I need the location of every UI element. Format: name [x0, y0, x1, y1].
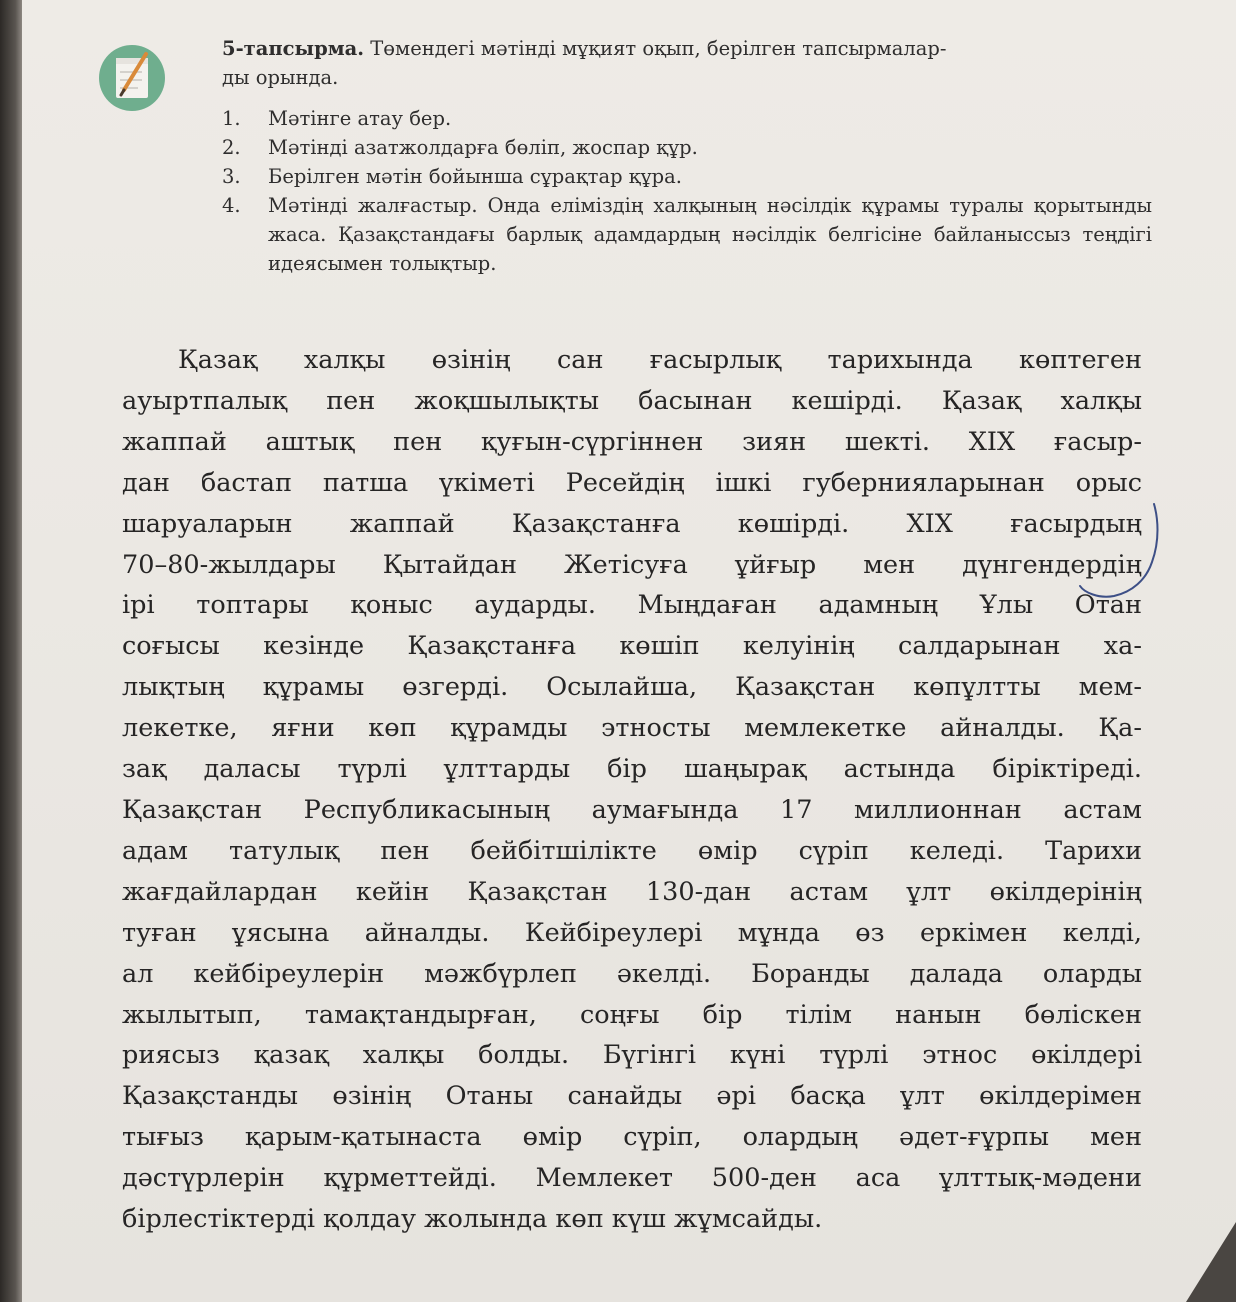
passage-line: туған ұясына айналды. Кейбіреулері мұнда өз еркімен келді, [122, 917, 1142, 948]
passage-line: жылытып, тамақтандырған, соңғы бір тілім нанын бөліскен [122, 999, 1142, 1030]
task-number: 5-тапсырма. [222, 37, 365, 60]
passage-line: лекетке, яғни көп құрамды этносты мемлекетке айналды. Қа- [122, 713, 1142, 744]
task-item-number: 3. [222, 165, 241, 188]
task-item [222, 162, 1152, 191]
task-item-number: 4. [222, 194, 241, 217]
page-edge-shadow [0, 0, 22, 1302]
task-instruction: Төмендегі мәтінді мұқият оқып, берілген тапсырмалар- [370, 37, 947, 60]
task-item [222, 133, 1152, 162]
passage-line: адам татулық пен бейбітшілікте өмір сүріп келеді. Тарихи [122, 835, 1142, 866]
task-item-number: 1. [222, 107, 241, 130]
page-corner-shadow [1176, 1222, 1236, 1302]
writing-task-icon [98, 28, 166, 114]
reading-passage [122, 340, 1142, 1240]
task-item [222, 191, 1152, 278]
task-item [222, 104, 1152, 133]
passage-line: шаруаларын жаппай Қазақстанға көшірді. XIX ғасырдың [122, 508, 1142, 539]
task-item-text: Мәтінге атау бер. [268, 107, 452, 130]
passage-line: зақ даласы түрлі ұлттарды бір шаңырақ астында біріктіреді. [122, 754, 1142, 785]
passage-line: тығыз қарым-қатынаста өмір сүріп, олардың әдет-ғұрпы мен [122, 1122, 1142, 1153]
passage-line: ірі топтары қоныс аударды. Мыңдаған адамның Ұлы Отан [122, 590, 1142, 621]
task-header [222, 34, 1152, 92]
passage-line: жаппай аштық пен қуғын-сүргіннен зиян шекті. XIX ғасыр- [122, 426, 1142, 457]
task-item-text: Берілген мәтін бойынша сұрақтар құра. [268, 165, 682, 188]
passage-line: ауыртпалық пен жоқшылықты басынан кешірді. Қазақ халқы [122, 385, 1142, 416]
passage-line: соғысы кезінде Қазақстанға көшіп келуінің салдарынан ха- [122, 631, 1142, 662]
textbook-page [22, 0, 1236, 1302]
passage-line: дәстүрлерін құрметтейді. Мемлекет 500-ден аса ұлттық-мәдени [122, 1163, 1142, 1194]
passage-line: риясыз қазақ халқы болды. Бүгінгі күні түрлі этнос өкілдері [122, 1040, 1142, 1071]
passage-line: дан бастап патша үкіметі Ресейдің ішкі губернияларынан орыс [122, 467, 1142, 498]
passage-line: жағдайлардан кейін Қазақстан 130-дан астам ұлт өкілдерінің [122, 876, 1142, 907]
pen-underline-mark [1062, 500, 1182, 610]
task-item-text: Мәтінді жалғастыр. Онда еліміздің халқының нәсілдік құрамы туралы қорытынды жаса. Қазақстандағы барлық адамдардың нәсілдік белгісіне байланыссыз теңдігі идеясымен толықтыр. [268, 194, 1152, 275]
task-instruction-cont: ды орында. [222, 66, 339, 89]
task-item-number: 2. [222, 136, 241, 159]
passage-line: 70–80-жылдары Қытайдан Жетісуға ұйғыр мен дүнгендердің [122, 549, 1142, 580]
passage-line: ал кейбіреулерін мәжбүрлеп әкелді. Боранды далада оларды [122, 958, 1142, 989]
passage-line: Қазақстанды өзінің Отаны санайды әрі басқа ұлт өкілдерімен [122, 1081, 1142, 1112]
passage-line: лықтың құрамы өзгерді. Осылайша, Қазақстан көпұлтты мем- [122, 672, 1142, 703]
task-item-text: Мәтінді азатжолдарға бөліп, жоспар құр. [268, 136, 698, 159]
task-list [222, 104, 1152, 278]
passage-line: бірлестіктерді қолдау жолында көп күш жұмсайды. [122, 1204, 823, 1235]
passage-line: Қазақстан Республикасының аумағында 17 миллионнан астам [122, 794, 1142, 825]
passage-line: Қазақ халқы өзінің сан ғасырлық тарихында көптеген [178, 345, 1142, 375]
